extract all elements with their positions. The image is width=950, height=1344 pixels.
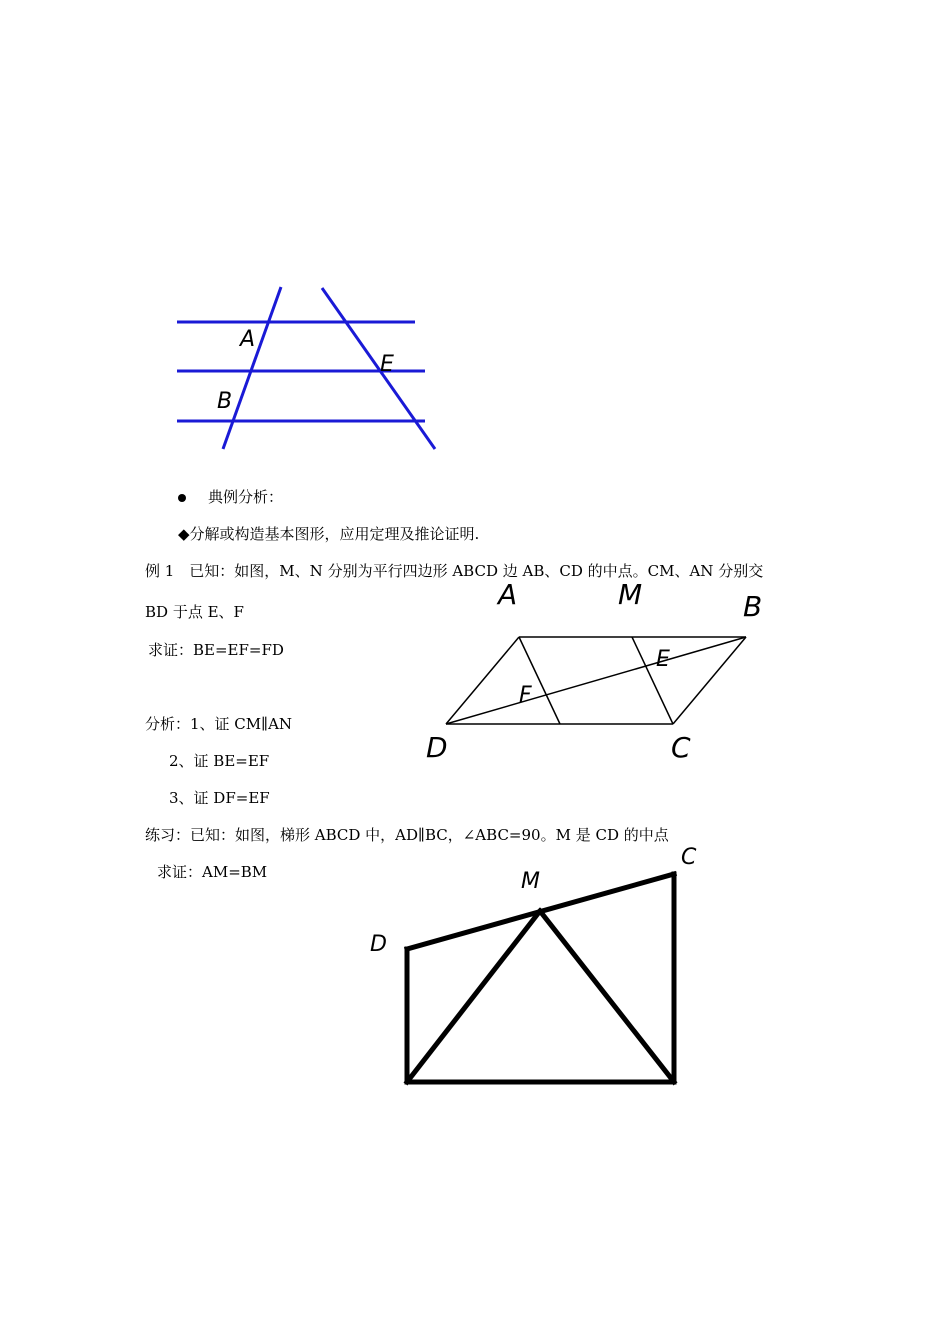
- analysis-step-2: 2、证 BE=EF: [169, 752, 270, 770]
- segment-am: [407, 911, 540, 1082]
- point-label-e: E: [380, 352, 394, 377]
- section-subheading: ◆分解或构造基本图形，应用定理及推论证明.: [178, 525, 480, 543]
- parallel-lines: [177, 287, 435, 449]
- point-label-b: B: [743, 590, 763, 623]
- point-label-a: A: [498, 578, 518, 611]
- example1-statement: 例 1 已知：如图，M、N 分别为平行四边形 ABCD 边 AB、CD 的中点。CM、AN 分别交: [145, 562, 764, 580]
- bullet-icon: [178, 494, 186, 502]
- segment-bc: [673, 637, 746, 724]
- example1-statement-cont: BD 于点 E、F: [145, 603, 244, 621]
- parallelogram-figure: [446, 637, 746, 724]
- segment-dc: [407, 874, 674, 949]
- transversal-right: [322, 288, 435, 449]
- trapezoid-figure: [407, 874, 674, 1082]
- point-label-d: D: [370, 932, 387, 957]
- analysis-step-1: 分析：1、证 CM∥AN: [145, 715, 293, 733]
- analysis-step-3: 3、证 DF=EF: [169, 789, 270, 807]
- segment-cm: [632, 637, 673, 724]
- exercise-statement: 练习：已知：如图，梯形 ABCD 中，AD∥BC，∠ABC=90。M 是 CD 的中点: [145, 826, 669, 844]
- exercise-prove: 求证：AM=BM: [157, 863, 268, 881]
- point-label-d: D: [426, 731, 448, 764]
- point-label-m: M: [618, 578, 643, 611]
- segment-bd: [446, 637, 746, 724]
- point-label-e: E: [656, 647, 670, 672]
- segment-mb: [540, 911, 674, 1082]
- section-heading: [178, 487, 283, 507]
- point-label-c: C: [671, 731, 691, 764]
- point-label-a: A: [240, 327, 256, 352]
- example1-prove: 求证：BE=EF=FD: [148, 641, 284, 659]
- transversal-left: [223, 287, 281, 449]
- point-label-f: F: [519, 683, 532, 708]
- segment-da: [446, 637, 519, 724]
- point-label-b: B: [217, 389, 233, 414]
- point-label-c: C: [681, 845, 697, 870]
- section-heading-text: 典例分析：: [208, 488, 284, 506]
- segment-an: [519, 637, 560, 724]
- point-label-m: M: [521, 869, 540, 894]
